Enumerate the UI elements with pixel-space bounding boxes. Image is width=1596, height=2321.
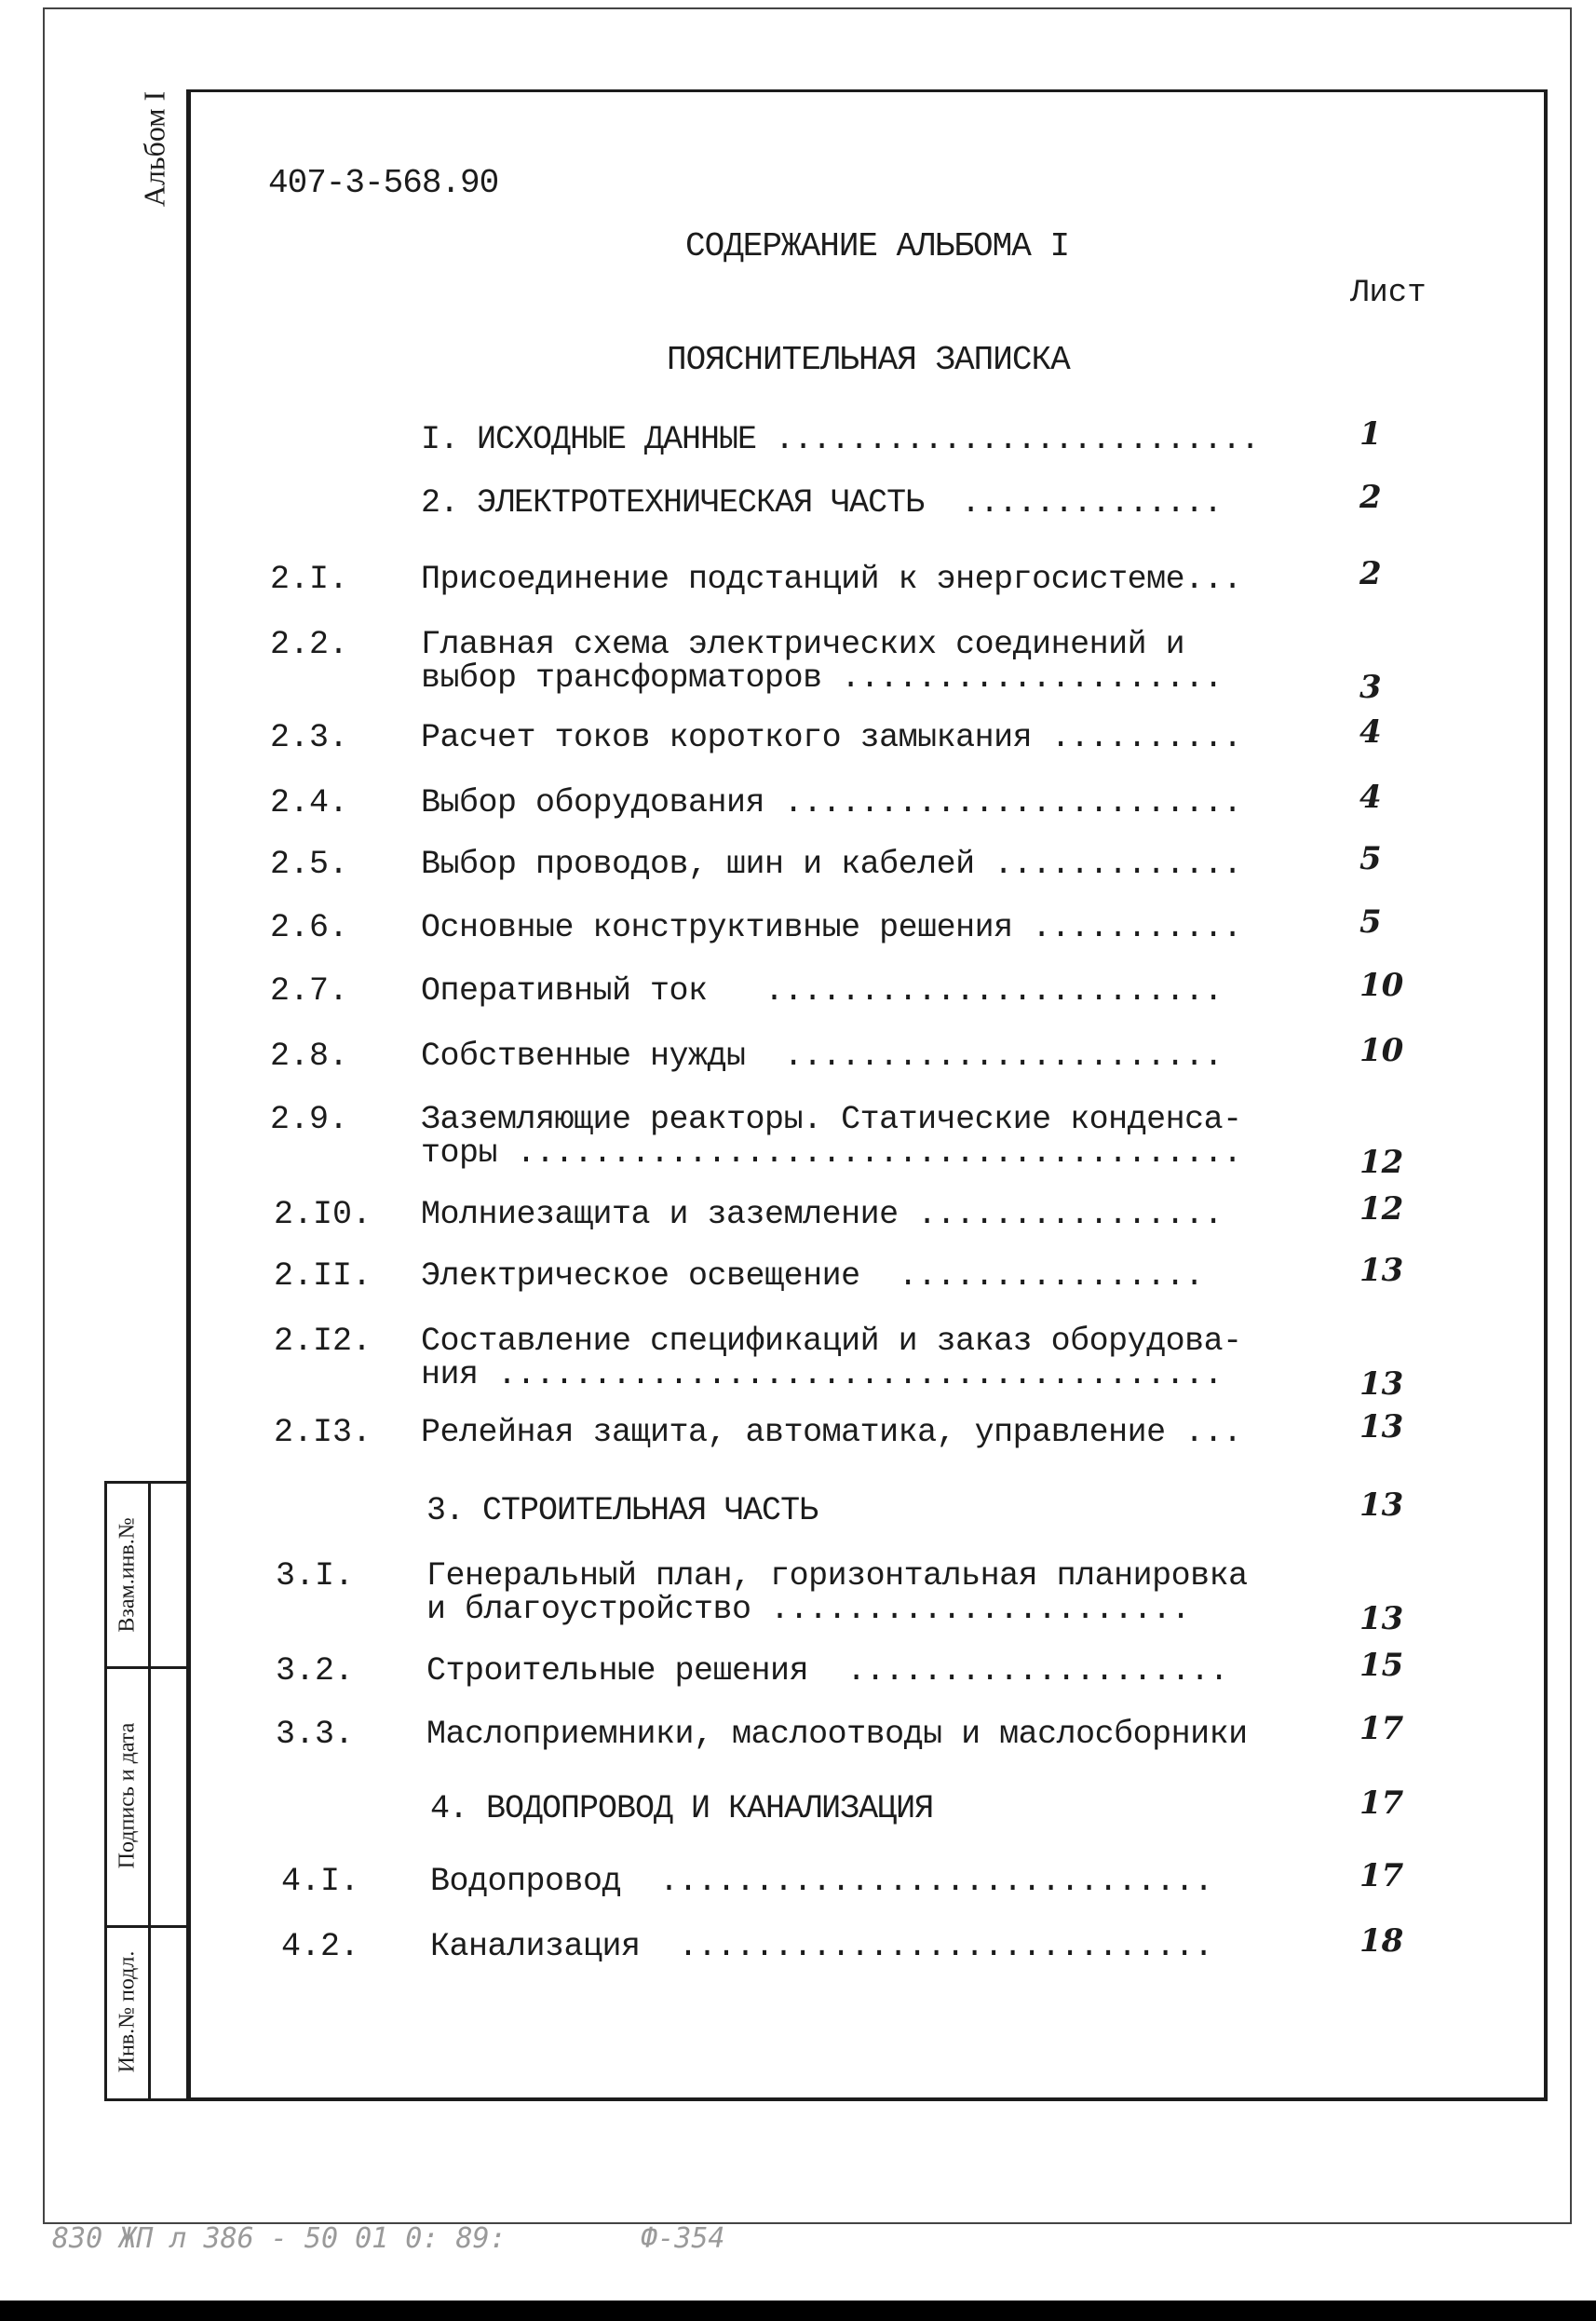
toc-item-sheet-number: 17 <box>1359 1785 1404 1822</box>
toc-item-title: Выбор проводов, шин и кабелей ............. <box>421 846 1242 883</box>
toc-item-sheet-number: 4 <box>1359 779 1382 816</box>
toc-item-title: Генеральный план, горизонтальная планировка <box>426 1557 1248 1595</box>
toc-item-title: выбор трансформаторов .................... <box>421 659 1224 697</box>
toc-item-title: торы ...................................... <box>421 1134 1242 1172</box>
toc-item-title: 3. СТРОИТЕЛЬНАЯ ЧАСТЬ <box>426 1492 818 1529</box>
approval-stamp-column <box>104 1481 190 2101</box>
document-code: 407-3-568.90 <box>268 164 499 202</box>
toc-item-number: 2.8. <box>270 1038 349 1075</box>
toc-item-title: 4. ВОДОПРОВОД И КАНАЛИЗАЦИЯ <box>430 1790 934 1827</box>
toc-item-sheet-number: 3 <box>1359 669 1382 706</box>
toc-item-title: Составление спецификаций и заказ оборудова- <box>421 1323 1242 1360</box>
toc-item-sheet-number: 1 <box>1359 415 1382 453</box>
toc-item-number: 3.3. <box>276 1716 355 1753</box>
toc-item-title: Заземляющие реакторы. Статические конденса- <box>421 1101 1242 1138</box>
toc-item-sheet-number: 4 <box>1359 713 1382 751</box>
toc-item-title: Расчет токов короткого замыкания .......... <box>421 719 1242 756</box>
toc-item-sheet-number: 10 <box>1359 1032 1404 1069</box>
stamp-cell-replace-inv <box>107 1484 148 1666</box>
album-label-text: Альбом I <box>137 90 171 208</box>
toc-item-number: 2.9. <box>270 1101 349 1138</box>
stamp-divider <box>148 1484 151 2098</box>
toc-item-sheet-number: 5 <box>1359 903 1382 941</box>
toc-item-sheet-number: 13 <box>1359 1408 1404 1446</box>
toc-item-number: 4.I. <box>281 1863 360 1900</box>
stamp-cell-signature-date <box>107 1666 148 1925</box>
toc-item-number: 2.5. <box>270 846 349 883</box>
toc-item-title: Главная схема электрических соединений и <box>421 626 1185 663</box>
toc-item-title: Выбор оборудования ........................ <box>421 784 1242 821</box>
footer-note: 830 ЖП л 386 - 50 01 0: 89: Ф-354 <box>52 2222 725 2255</box>
sheet-column-header: Лист <box>1350 276 1427 311</box>
toc-item-number: 4.2. <box>281 1928 360 1965</box>
toc-item-title: Присоединение подстанций к энергосистеме... <box>421 561 1242 598</box>
toc-item-number: 2.2. <box>270 626 349 663</box>
toc-item-sheet-number: 13 <box>1359 1252 1404 1289</box>
toc-item-sheet-number: 12 <box>1359 1190 1404 1228</box>
toc-item-sheet-number: 15 <box>1359 1647 1404 1684</box>
toc-item-sheet-number: 13 <box>1359 1486 1404 1524</box>
toc-item-title: Собственные нужды ....................... <box>421 1038 1224 1075</box>
toc-item-title: Маслоприемники, маслоотводы и маслосборники <box>426 1716 1248 1753</box>
toc-item-number: 2.I3. <box>274 1414 372 1451</box>
toc-item-sheet-number: 10 <box>1359 967 1404 1004</box>
scan-bottom-edge <box>0 2301 1596 2321</box>
toc-item-sheet-number: 13 <box>1359 1600 1404 1637</box>
toc-item-sheet-number: 18 <box>1359 1922 1404 1960</box>
toc-item-number: 2.7. <box>270 972 349 1010</box>
toc-item-sheet-number: 2 <box>1359 555 1382 592</box>
page-title: СОДЕРЖАНИЕ АЛЬБОМА I <box>685 227 1070 265</box>
toc-item-sheet-number: 2 <box>1359 479 1382 516</box>
stamp-original-inv-label: Инв.№ подл. <box>115 1950 140 2073</box>
toc-item-title: и благоустройство ...................... <box>426 1591 1191 1628</box>
toc-item-title: 2. ЭЛЕКТРОТЕХНИЧЕСКАЯ ЧАСТЬ .............. <box>421 484 1223 522</box>
toc-item-sheet-number: 13 <box>1359 1365 1404 1403</box>
toc-item-sheet-number: 5 <box>1359 840 1382 877</box>
toc-item-title: Релейная защита, автоматика, управление ... <box>421 1414 1242 1451</box>
toc-item-title: Электрическое освещение ................ <box>421 1257 1204 1295</box>
stamp-signature-date-label: Подпись и дата <box>115 1722 140 1869</box>
toc-item-sheet-number: 12 <box>1359 1144 1404 1181</box>
toc-item-title: Основные конструктивные решения ........... <box>421 909 1242 946</box>
toc-item-sheet-number: 17 <box>1359 1710 1404 1747</box>
toc-item-number: 2.I2. <box>274 1323 372 1360</box>
toc-item-number: 3.I. <box>276 1557 355 1595</box>
toc-item-sheet-number: 17 <box>1359 1857 1404 1894</box>
section-heading: ПОЯСНИТЕЛЬНАЯ ЗАПИСКА <box>667 341 1070 379</box>
stamp-cell-original-inv <box>107 1925 148 2098</box>
toc-item-number: 2.I0. <box>274 1196 372 1233</box>
toc-item-title: ния ...................................... <box>421 1356 1224 1393</box>
toc-item-title: I. ИСХОДНЫЕ ДАННЫЕ .......................... <box>421 421 1260 458</box>
toc-item-number: 2.II. <box>274 1257 372 1295</box>
toc-item-number: 2.6. <box>270 909 349 946</box>
toc-item-title: Оперативный ток ........................ <box>421 972 1224 1010</box>
toc-item-title: Молниезащита и заземление ................ <box>421 1196 1224 1233</box>
stamp-replace-inv-label: Взам.инв.№ <box>115 1517 140 1633</box>
toc-item-number: 2.I. <box>270 561 349 598</box>
toc-item-number: 2.3. <box>270 719 349 756</box>
toc-item-number: 3.2. <box>276 1652 355 1690</box>
toc-item-title: Водопровод ............................. <box>430 1863 1213 1900</box>
toc-item-title: Строительные решения .................... <box>426 1652 1229 1690</box>
toc-item-number: 2.4. <box>270 784 349 821</box>
toc-item-title: Канализация ............................ <box>430 1928 1213 1965</box>
